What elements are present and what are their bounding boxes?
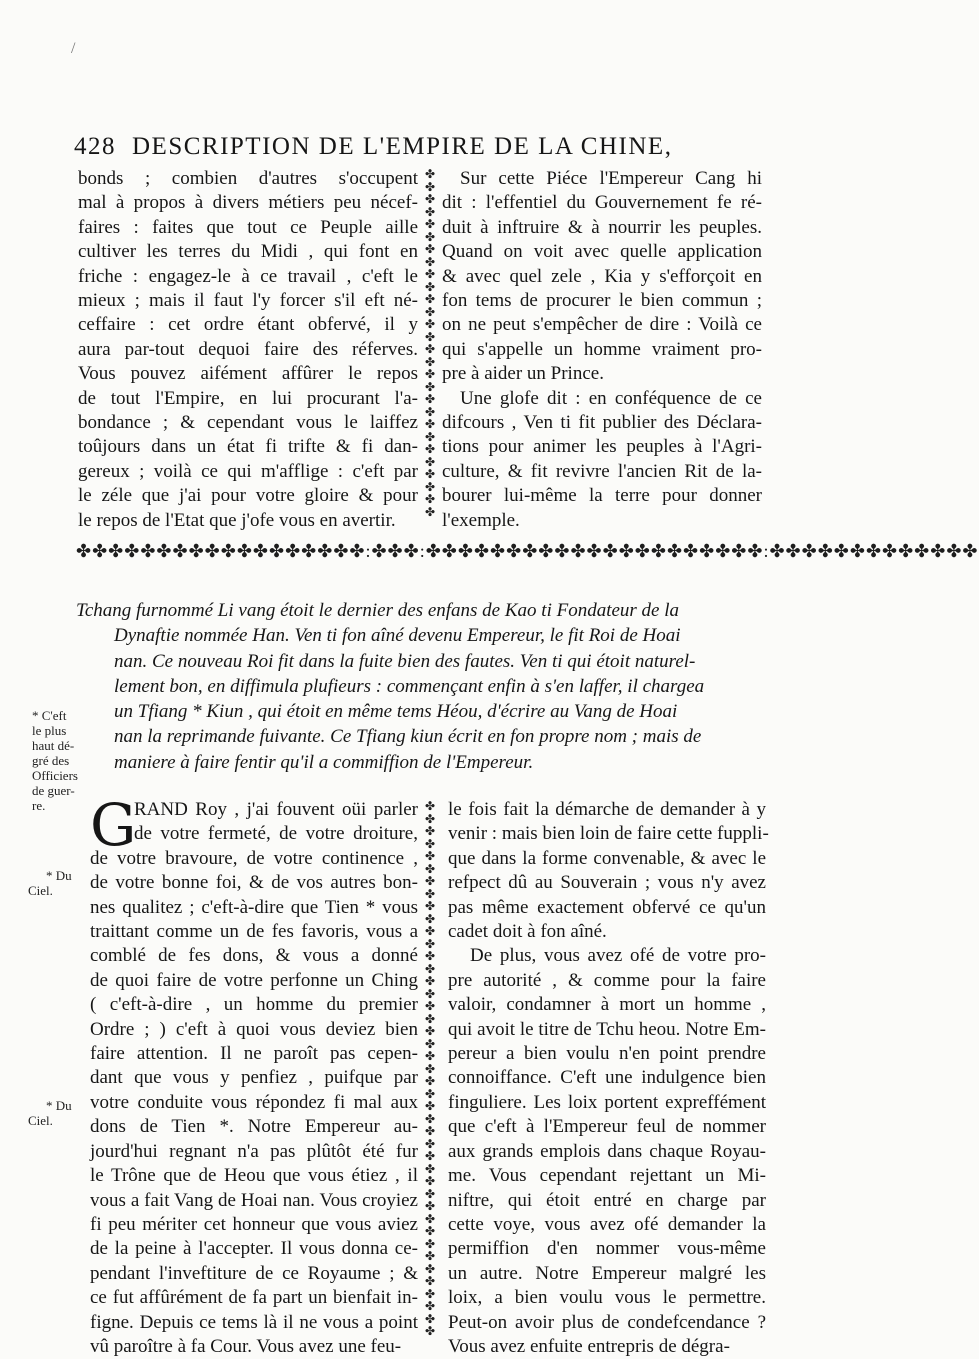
divider-ornament-icon: ✤ — [424, 217, 436, 231]
bottom-right-line: valoir, condamner à mort un homme , — [448, 994, 766, 1016]
bottom-left-line: comblé de fes dons, & vous a donné — [90, 945, 418, 967]
running-head-title: DESCRIPTION DE L'EMPIRE DE LA CHINE, — [132, 133, 673, 160]
divider-ornament-icon: ✤ — [424, 861, 436, 876]
bottom-right-line: pre autorité , & comme pour la faire — [448, 969, 766, 991]
top-right-line: culture, & fit revivre l'ancien Rit de la- — [442, 460, 762, 482]
bottom-left-line: nes qualitez ; c'eft-à-dire que Tien * vous — [90, 896, 418, 918]
divider-ornament-icon: ✤ — [424, 329, 436, 344]
bottom-left-line: ( c'eft-à-dire , un homme du premier — [90, 994, 418, 1016]
bottom-left-column — [90, 791, 418, 1359]
top-left-line: mieux ; mais il faut l'y forcer s'il eft né- — [78, 290, 418, 312]
bottom-right-line: que dans la forme convenable, & avec le — [448, 847, 766, 869]
divider-ornament-icon: ✤ — [424, 1011, 436, 1026]
divider-ornament-icon: ✤ — [424, 1161, 436, 1176]
intro-line: lement bon, en diffimula plufieurs : commençant enfin à s'en laffer, il chargea — [114, 675, 705, 697]
divider-ornament-icon: ✤ — [424, 1186, 436, 1201]
top-left-line: friche : engagez-le à ce travail , c'eft le — [78, 265, 418, 287]
divider-ornament-icon: ✤ — [424, 949, 436, 963]
bottom-right-line: me. Vous cependant rejettant un Mi- — [448, 1165, 766, 1187]
divider-ornament-icon: ✤ — [424, 354, 436, 369]
divider-ornament-icon: ✤ — [424, 504, 436, 519]
margin-note-line: * Du — [46, 868, 72, 883]
top-right-line: difcours , Ven ti fit publier des Déclara- — [442, 412, 762, 434]
divider-ornament-icon: ✤ — [424, 1136, 436, 1151]
divider-ornament-icon: ✤ — [424, 442, 436, 456]
bottom-left-line: faire attention. Il ne paroît pas cepen- — [90, 1043, 418, 1065]
divider-ornament-icon: ✤ — [424, 1099, 436, 1113]
divider-ornament-icon: ✤ — [424, 986, 436, 1001]
divider-ornament-icon: ✤ — [424, 1286, 436, 1301]
divider-ornament-icon: ✤ — [424, 1261, 436, 1276]
top-left-line: gereux ; voilà ce qui m'afflige : c'eft par — [78, 460, 418, 482]
margin-note-line: Ciel. — [28, 883, 53, 898]
margin-note-line: Ciel. — [28, 1113, 53, 1128]
bottom-left-line: jourd'hui regnant n'a pas plûtôt été fur — [90, 1140, 418, 1162]
top-left-line: de tout l'Empire, en lui procurant l'a- — [78, 387, 418, 409]
divider-ornament-icon: ✤ — [424, 961, 436, 976]
divider-ornament-icon: ✤ — [424, 1124, 436, 1138]
divider-ornament-icon: ✤ — [424, 1086, 436, 1101]
divider-ornament-icon: ✤ — [424, 874, 436, 888]
divider-ornament-icon: ✤ — [424, 292, 436, 306]
intro-line: Tchang furnommé Li vang étoit le dernier des enfans de Kao ti Fondateur de la — [76, 600, 680, 621]
divider-ornament-icon: ✤ — [424, 179, 436, 194]
divider-ornament-icon: ✤ — [424, 167, 436, 181]
top-right-line: pre à aider un Prince. — [442, 363, 604, 385]
top-left-line: cultiver les terres du Midi , qui font en — [78, 241, 418, 263]
divider-ornament-icon: ✤ — [424, 1174, 436, 1188]
margin-note-line: * Du — [46, 1098, 72, 1113]
margin-note-line: haut dé- — [32, 738, 75, 753]
divider-ornament-icon: ✤ — [424, 911, 436, 926]
top-left-line: mal à propos à divers métiers peu nécef- — [78, 192, 418, 214]
divider-ornament-icon: ✤ — [424, 492, 436, 506]
divider-ornament-icon: ✤ — [424, 1074, 436, 1088]
column-divider-bottom — [418, 799, 442, 1338]
divider-ornament-icon: ✤ — [424, 367, 436, 381]
margin-note-du-ciel-1 — [28, 868, 72, 898]
divider-ornament-icon: ✤ — [424, 849, 436, 863]
divider-ornament-icon: ✤ — [424, 279, 436, 294]
bottom-right-line: venir : mais bien loin de faire cette fuppli- — [448, 823, 769, 845]
top-right-line: Sur cette Piéce l'Empereur Cang hi — [460, 168, 762, 189]
bottom-right-line: qui avoit le titre de Tchu heou. Notre Em- — [448, 1018, 766, 1040]
divider-ornament-icon: ✤ — [424, 811, 436, 826]
divider-ornament-icon: ✤ — [424, 1061, 436, 1076]
top-right-line: qui s'appelle un homme vraiment pro- — [442, 338, 762, 360]
divider-ornament-icon: ✤ — [424, 1249, 436, 1263]
divider-ornament-icon: ✤ — [424, 317, 436, 331]
page-number: 428 — [74, 133, 116, 160]
intro-line: Dynaftie nommée Han. Ven ti fon aîné devenu Empereur, le fit Roi de Hoai — [114, 625, 681, 647]
bottom-right-line: refpect dû au Souverain ; vous n'y avez — [448, 872, 766, 894]
divider-ornament-icon: ✤ — [424, 799, 436, 813]
bottom-right-line: que c'eft à l'Empereur feul de nommer — [448, 1116, 766, 1138]
margin-note-officers — [32, 708, 78, 813]
margin-note-line: gré des — [32, 753, 70, 768]
top-left-line: toûjours dans un état fi trifte & fi dan- — [78, 436, 418, 458]
divider-ornament-icon: ✤ — [424, 886, 436, 901]
bottom-left-line: votre conduite vous répondez fi mal aux — [90, 1091, 418, 1113]
bottom-left-line: fi peu mériter cet honneur que vous aviez — [90, 1213, 418, 1235]
divider-ornament-icon: ✤ — [424, 1311, 436, 1326]
bottom-left-line: dons de Tien *. Notre Empereur au- — [90, 1116, 418, 1138]
bottom-right-line: loix, a bien voulu vous le permettre. — [448, 1287, 766, 1309]
margin-note-line: * C'eft — [32, 708, 67, 723]
divider-ornament-icon: ✤ — [424, 342, 436, 356]
divider-ornament-icon: ✤ — [424, 924, 436, 938]
bottom-left-line: de quoi faire de votre perfonne un Ching — [90, 969, 418, 991]
divider-ornament-icon: ✤ — [424, 429, 436, 444]
top-left-line: ceffaire : cet ordre étant obfervé, il y — [78, 314, 418, 336]
margin-note-line: Officiers — [32, 768, 78, 783]
bottom-right-line: connoiffance. C'eft une indulgence bien — [448, 1067, 766, 1089]
top-right-line: & avec quel zele , Kia y s'efforçoit en — [442, 265, 762, 287]
divider-ornament-icon: ✤ — [424, 454, 436, 469]
top-left-column — [78, 167, 418, 533]
top-right-line: fon tems de procurer le bien commun ; — [442, 290, 762, 312]
top-left-line: aura par-tout dequoi faire des réferves. — [78, 338, 418, 360]
top-right-line: Une glofe dit : en conféquence de ce — [460, 387, 762, 409]
bottom-left-line: de votre bravoure, de votre continence , — [90, 847, 418, 869]
divider-ornament-icon: ✤ — [424, 1299, 436, 1313]
divider-ornament-icon: ✤ — [424, 824, 436, 838]
running-header — [74, 133, 774, 161]
column-divider-top — [418, 168, 442, 520]
divider-ornament-icon: ✤ — [424, 242, 436, 256]
margin-note-line: de guer- — [32, 783, 75, 798]
top-left-line: Vous pouvez aifément affûrer le repos — [78, 363, 418, 385]
ink-smudge: / — [71, 40, 76, 57]
divider-ornament-icon: ✤ — [424, 267, 436, 281]
top-right-line: bourer lui-même la terre pour donner — [442, 485, 762, 507]
divider-ornament-icon: ✤ — [424, 836, 436, 851]
bottom-right-line: pas même exactement obfervé ce qu'un — [448, 896, 766, 918]
top-right-column — [442, 167, 762, 533]
bottom-left-line: traittant comme un de fes favoris, vous a — [90, 921, 418, 943]
divider-ornament-icon: ✤ — [424, 1049, 436, 1063]
divider-ornament-icon: ✤ — [424, 1224, 436, 1238]
margin-note-du-ciel-2 — [28, 1098, 72, 1128]
divider-ornament-icon: ✤ — [424, 1149, 436, 1163]
bottom-right-line: De plus, vous avez ofé de votre pro- — [470, 945, 766, 967]
intro-line: maniere à faire fentir qu'il a commiffion de l'Empereur. — [114, 751, 534, 773]
bottom-left-line: de votre bonne foi, & de vos autres bon- — [90, 872, 418, 894]
intro-line: un Tfiang * Kiun , qui étoit en même tems Héou, d'écrire au Vang de Hoai — [114, 701, 678, 723]
divider-ornament-icon: ✤ — [424, 417, 436, 431]
divider-ornament-icon: ✤ — [424, 392, 436, 406]
divider-ornament-icon: ✤ — [424, 204, 436, 219]
bottom-right-line: aux grands emplois dans chaque Royau- — [448, 1140, 766, 1162]
divider-ornament-icon: ✤ — [424, 1024, 436, 1038]
bottom-right-line: un autre. Notre Empereur malgré les — [448, 1262, 766, 1284]
top-right-line: on ne peut s'empêcher de dire : Voilà ce — [442, 314, 762, 336]
divider-ornament-icon: ✤ — [424, 1199, 436, 1213]
drop-cap-letter: G — [90, 791, 137, 859]
bottom-right-line: Peut-on avoir plus de condefcendance ? — [448, 1311, 766, 1333]
top-left-line: faires : faites que tout ce Peuple aille — [78, 216, 418, 238]
divider-ornament-icon: ✤ — [424, 192, 436, 206]
top-right-line: Quand on voit avec quelle application — [442, 241, 762, 263]
ornamental-band: ✤✤✤✤✤✤✤✤✤✤✤✤✤✤✤✤✤✤:✤✤✤:✤✤✤✤✤✤✤✤✤✤✤✤✤✤✤✤✤✤✤✤✤:✤✤✤✤✤✤✤✤✤✤✤✤✤ — [76, 541, 979, 561]
divider-ornament-icon: ✤ — [424, 379, 436, 394]
italic-introduction — [76, 598, 766, 775]
divider-ornament-icon: ✤ — [424, 936, 436, 951]
divider-ornament-icon: ✤ — [424, 1236, 436, 1251]
bottom-left-line: vous a fait Vang de Hoai nan. Vous croyiez — [90, 1189, 418, 1211]
divider-ornament-icon: ✤ — [424, 1211, 436, 1226]
bottom-left-line: Ordre ; ) c'eft à quoi vous deviez bien — [90, 1018, 418, 1040]
divider-ornament-icon: ✤ — [424, 229, 436, 244]
top-left-line: le repos de l'Etat que j'ofe vous en avertir. — [78, 509, 396, 531]
bottom-left-line: figne. Depuis ce tems là il ne vous a point — [90, 1311, 418, 1333]
top-right-line: l'exemple. — [442, 509, 520, 531]
bottom-left-line: pendant l'inveftiture de ce Royaume ; & — [90, 1262, 418, 1284]
bottom-right-line: finguliere. Les loix portent expreffément — [448, 1091, 766, 1113]
bottom-right-line: niftre, qui étoit entré en charge par — [448, 1189, 766, 1211]
bottom-left-line: vû paroître à fa Cour. Vous avez une feu- — [90, 1335, 402, 1357]
divider-ornament-icon: ✤ — [424, 999, 436, 1013]
divider-ornament-icon: ✤ — [424, 304, 436, 319]
top-right-line: dit : l'effentiel du Gouvernement fe ré- — [442, 192, 762, 214]
top-left-line: le zéle que j'ai pour votre gloire & pour — [78, 485, 418, 507]
top-left-line: bonds ; combien d'autres s'occupent — [78, 168, 418, 189]
bottom-left-line: de la peine à l'accepter. Il vous donna ce- — [90, 1238, 418, 1260]
bottom-right-line: Vous avez enfuite entrepris de dégra- — [448, 1335, 730, 1357]
intro-line: nan la reprimande fuivante. Ce Tfiang kiun écrit en fon propre nom ; mais de — [114, 726, 702, 748]
divider-ornament-icon: ✤ — [424, 404, 436, 419]
bottom-right-column — [448, 798, 769, 1359]
top-right-line: duit à inftruire & à nourrir les peuples. — [442, 216, 762, 238]
bottom-right-line: cadet doit à fon aîné. — [448, 921, 607, 943]
bottom-right-line: pereur a bien voulu n'en point prendre — [448, 1043, 766, 1065]
divider-ornament-icon: ✤ — [424, 467, 436, 481]
margin-note-line: re. — [32, 798, 46, 813]
bottom-right-line: le fois fait la démarche de demander à y — [448, 799, 766, 820]
bottom-left-line: de votre fermeté, de votre droiture, — [134, 823, 418, 845]
divider-ornament-icon: ✤ — [424, 1274, 436, 1288]
divider-ornament-icon: ✤ — [424, 1111, 436, 1126]
bottom-right-line: cette voye, vous avez ofé demander la — [448, 1213, 766, 1235]
bottom-left-line: ce fut affûrément de fa part un bienfait in- — [90, 1287, 418, 1309]
bottom-left-line: dant que vous y penfiez , puifque par — [90, 1067, 418, 1089]
divider-ornament-icon: ✤ — [424, 1324, 436, 1338]
top-right-line: tions pour animer les peuples à l'Agri- — [442, 436, 762, 458]
margin-note-line: le plus — [32, 723, 67, 738]
divider-ornament-icon: ✤ — [424, 254, 436, 269]
divider-ornament-icon: ✤ — [424, 1036, 436, 1051]
bottom-left-line: le Trône que de Heou que vous étiez , il — [90, 1165, 418, 1187]
top-left-line: bondance ; & cependant vous le laiffez — [78, 412, 418, 434]
divider-ornament-icon: ✤ — [424, 974, 436, 988]
bottom-right-line: permiffion d'en nommer vous-même — [448, 1238, 766, 1260]
bottom-left-line: RAND Roy , j'ai fouvent oüi parler — [134, 799, 418, 820]
intro-line: nan. Ce nouveau Roi fit dans la fuite bien des fautes. Ven ti qui étoit naturel- — [114, 650, 696, 672]
divider-ornament-icon: ✤ — [424, 899, 436, 913]
divider-ornament-icon: ✤ — [424, 479, 436, 494]
